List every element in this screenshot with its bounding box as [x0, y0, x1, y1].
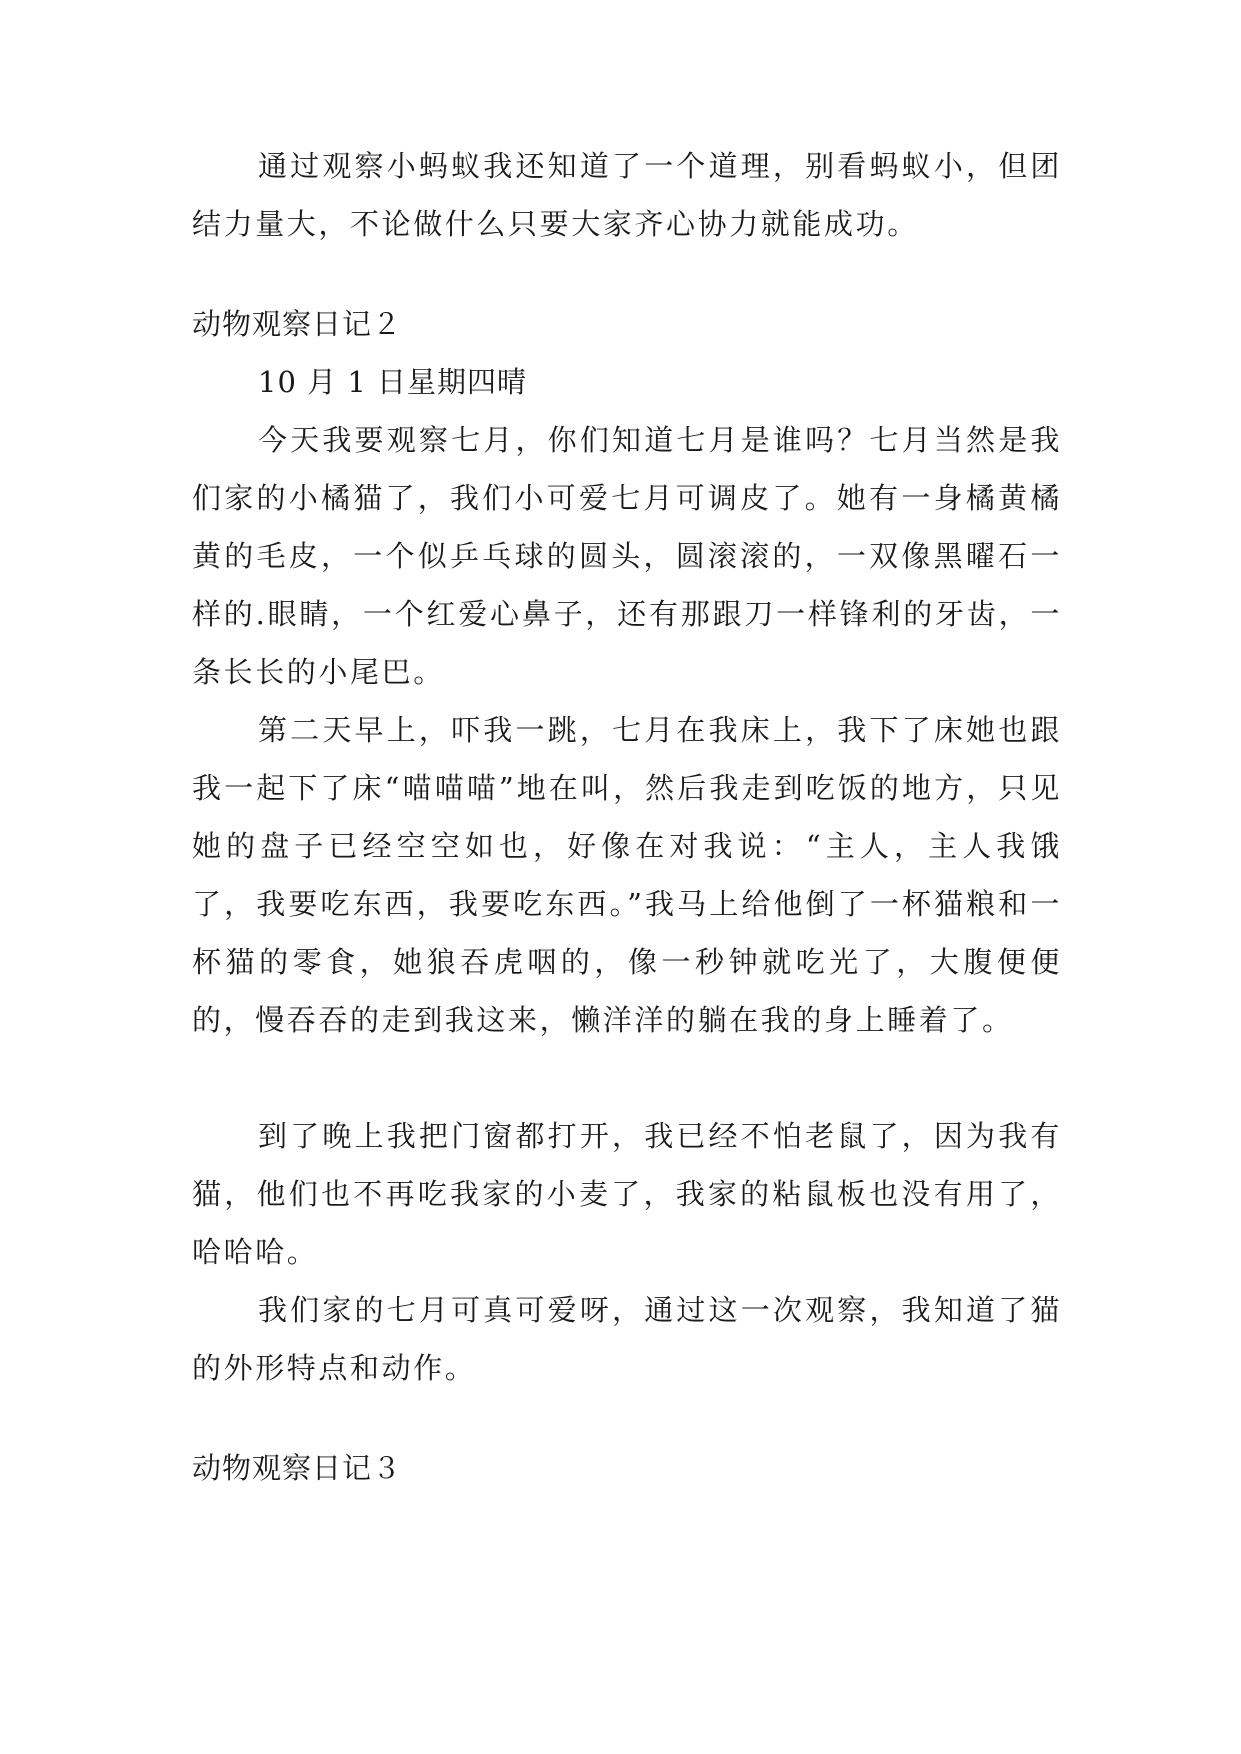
paragraph-morning: 第二天早上，吓我一跳，七月在我床上，我下了床她也跟我一起下了床“喵喵喵”地在叫，然后我走到吃饭的地方，只见她的盘子已经空空如也，好像在对我说：“主人，主人我饿了，我要吃东西，我要吃东西。”我马上给他倒了一杯猫粮和一杯猫的零食，她狼吞虎咽的，像一秒钟就吃光了，大腹便便的，慢吞吞的走到我这来，懒洋洋的躺在我的身上睡着了。 — [192, 713, 1062, 1037]
paragraph-intro: 今天我要观察七月，你们知道七月是谁吗？七月当然是我们家的小橘猫了，我们小可爱七月可调皮了。她有一身橘黄橘黄的毛皮，一个似乒乓球的圆头，圆滚滚的，一双像黑曜石一样的.眼睛，一个红爱心鼻子，还有那跟刀一样锋利的牙齿，一条长长的小尾巴。 — [192, 423, 1062, 689]
paragraph-evening: 到了晚上我把门窗都打开，我已经不怕老鼠了，因为我有猫，他们也不再吃我家的小麦了，我家的粘鼠板也没有用了，哈哈哈。 — [192, 1119, 1062, 1269]
diary-heading-3: 动物观察日记３ — [192, 1451, 403, 1485]
diary-date-2: 10 月 1 日星期四晴 — [258, 365, 528, 399]
paragraph-conclusion: 我们家的七月可真可爱呀，通过这一次观察，我知道了猫的外形特点和动作。 — [192, 1293, 1062, 1385]
paragraph-ant-conclusion: 通过观察小蚂蚁我还知道了一个道理，别看蚂蚁小，但团结力量大，不论做什么只要大家齐心协力就能成功。 — [192, 149, 1062, 241]
diary-heading-2: 动物观察日记２ — [192, 307, 403, 341]
